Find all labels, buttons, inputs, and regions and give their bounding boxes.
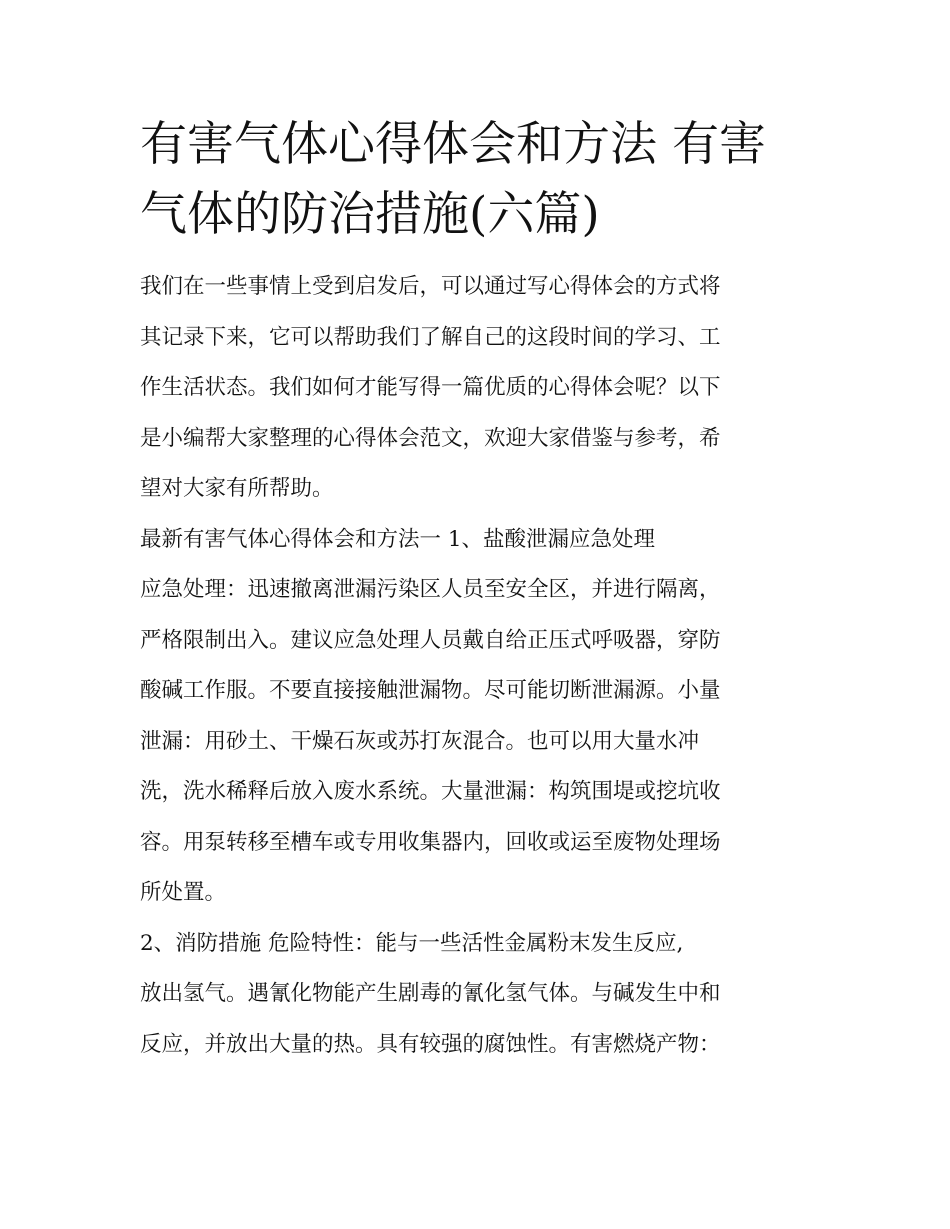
fire-heading — [140, 919, 820, 970]
text-line: 应急处理：迅速撤离泄漏污染区人员至安全区，并进行隔离， — [140, 577, 721, 602]
fire-paragraph — [140, 969, 820, 1070]
text-line: 其记录下来，它可以帮助我们了解自己的这段时间的学习、工 — [140, 324, 721, 350]
text-line: 严格限制出入。建议应急处理人员戴自给正压式呼吸器，穿防 — [140, 627, 721, 653]
title-line: 气体的防治措施(六篇) — [140, 187, 600, 242]
text-line: 所处置。 — [140, 880, 227, 905]
intro-paragraph — [140, 262, 820, 515]
text-line: 是小编帮大家整理的心得体会范文，欢迎大家借鉴与参考，希 — [140, 425, 721, 451]
emergency-paragraph — [140, 565, 820, 919]
text-line: 酸碱工作服。不要直接接触泄漏物。尽可能切断泄漏源。小量 — [140, 678, 721, 703]
section-heading — [140, 515, 820, 566]
text-line: 最新有害气体心得体会和方法一 1、盐酸泄漏应急处理 — [140, 526, 656, 552]
text-line: 望对大家有所帮助。 — [140, 476, 334, 501]
text-line: 反应，并放出大量的热。具有较强的腐蚀性。有害燃烧产物： — [140, 1031, 721, 1057]
text-line: 洗，洗水稀释后放入废水系统。大量泄漏：构筑围堤或挖坑收 — [140, 779, 721, 804]
document-page — [140, 110, 820, 1070]
text-line: 作生活状态。我们如何才能写得一篇优质的心得体会呢？以下 — [140, 375, 721, 400]
text-line: 放出氢气。遇氰化物能产生剧毒的氰化氢气体。与碱发生中和 — [140, 981, 721, 1006]
text-line: 2、消防措施 危险特性：能与一些活性金属粉末发生反应, — [140, 930, 684, 956]
text-line: 泄漏：用砂土、干燥石灰或苏打灰混合。也可以用大量水冲 — [140, 728, 700, 754]
document-title — [140, 110, 820, 250]
text-line: 我们在一些事情上受到启发后，可以通过写心得体会的方式将 — [140, 274, 721, 299]
title-line: 有害气体心得体会和方法 有害 — [140, 117, 766, 172]
text-line: 容。用泵转移至槽车或专用收集器内，回收或运至废物处理场 — [140, 829, 721, 855]
